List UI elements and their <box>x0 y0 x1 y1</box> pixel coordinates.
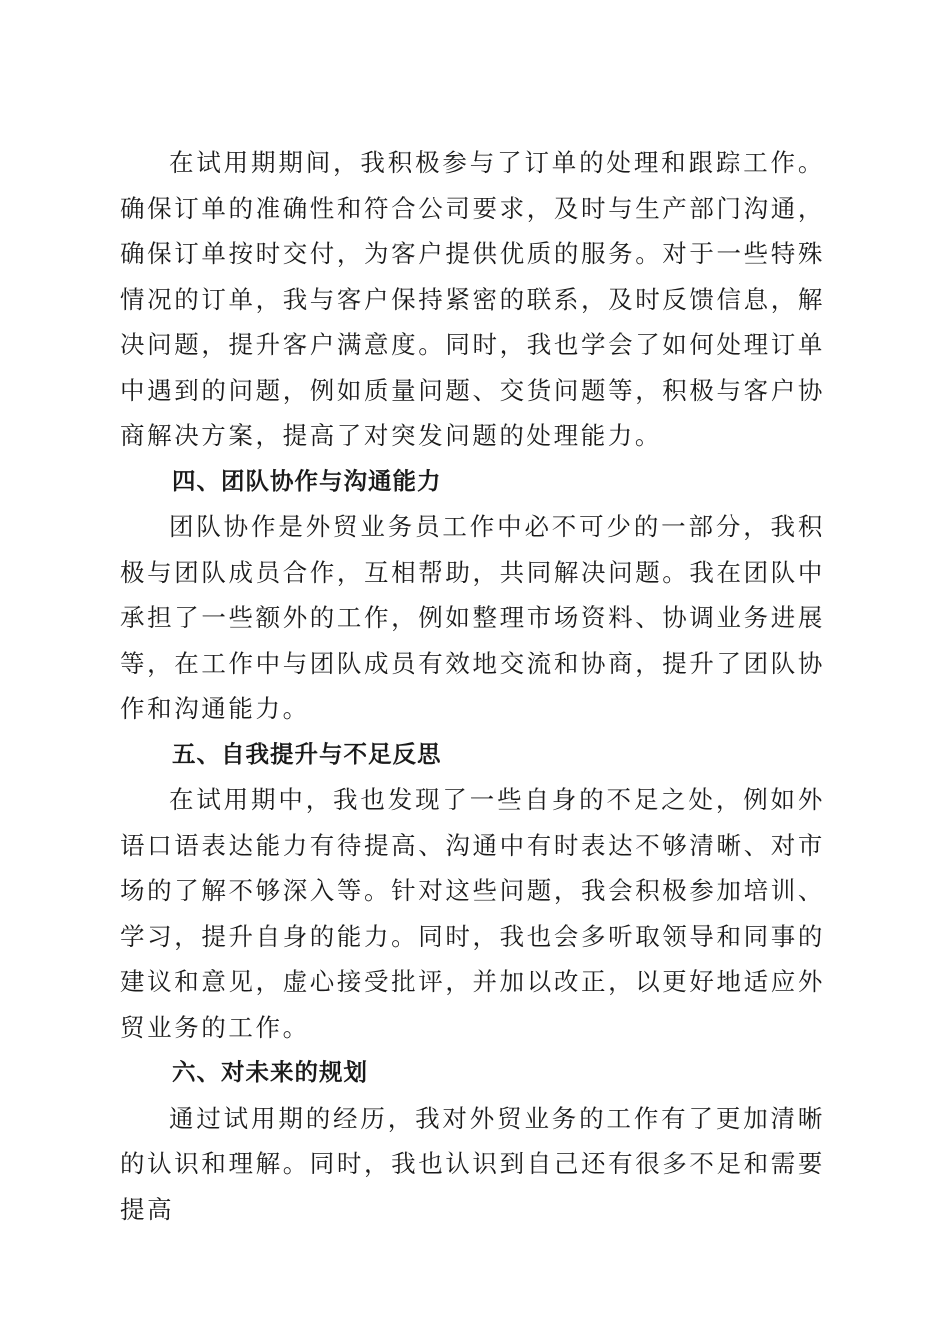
section-heading-teamwork: 四、团队协作与沟通能力 <box>172 466 442 495</box>
section-heading-future-plan: 六、对未来的规划 <box>172 1058 368 1086</box>
paragraph-teamwork: 团队协作是外贸业务员工作中必不可少的一部分，我积极与团队成员合作，互相帮助，共同解决问题。我在团队中承担了一些额外的工作，例如整理市场资料、协调业务进展等，在工作中与团队成员有效地交流和协商，提升了团队协作和沟通能力。 <box>120 512 825 723</box>
paragraph-future-plan: 通过试用期的经历，我对外贸业务的工作有了更加清晰的认识和理解。同时，我也认识到自己还有很多不足和需要提高 <box>120 1103 825 1224</box>
document-page <box>120 140 825 1232</box>
paragraph-self-improvement: 在试用期中，我也发现了一些自身的不足之处，例如外语口语表达能力有待提高、沟通中有时表达不够清晰、对市场的了解不够深入等。针对这些问题，我会积极参加培训、学习，提升自身的能力。同时，我也会多听取领导和同事的建议和意见，虚心接受批评，并加以改正，以更好地适应外贸业务的工作。 <box>120 785 825 1042</box>
section-heading-self-improvement: 五、自我提升与不足反思 <box>172 739 442 768</box>
paragraph-order-handling: 在试用期期间，我积极参与了订单的处理和跟踪工作。确保订单的准确性和符合公司要求，及时与生产部门沟通，确保订单按时交付，为客户提供优质的服务。对于一些特殊情况的订单，我与客户保持紧密的联系，及时反馈信息，解决问题，提升客户满意度。同时，我也学会了如何处理订单中遇到的问题，例如质量问题、交货问题等，积极与客户协商解决方案，提高了对突发问题的处理能力。 <box>120 148 825 450</box>
